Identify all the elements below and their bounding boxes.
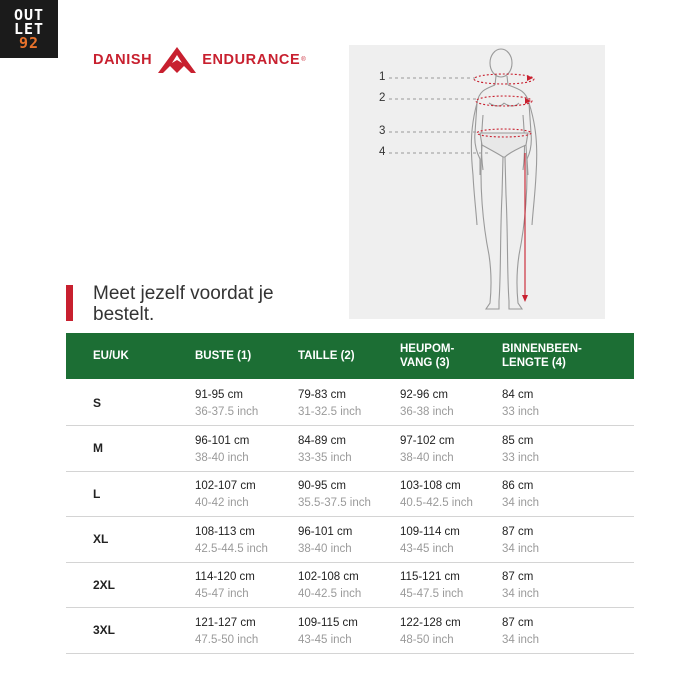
heupomvang-cell <box>400 615 461 649</box>
size-label: M <box>93 441 103 455</box>
measurement-figure <box>349 45 605 319</box>
value-inch: 43-45 inch <box>298 633 352 646</box>
outlet92-logo <box>0 0 58 58</box>
value-cm: 84-89 cm <box>298 434 346 447</box>
outlet-badge-line1: OUT <box>13 6 45 24</box>
size-label: XL <box>93 532 109 546</box>
value-inch: 35.5-37.5 inch <box>298 497 371 509</box>
size-table-header <box>66 333 634 379</box>
value-cm: 103-108 cm <box>400 480 461 492</box>
measure-label-1: 1 <box>379 71 386 83</box>
size-label: L <box>93 486 101 501</box>
size-label: 3XL <box>93 623 116 637</box>
value-inch: 42.5-44.5 inch <box>195 542 268 555</box>
value-cm: 91-95 cm <box>195 389 243 401</box>
value-cm: 87 cm <box>502 616 534 629</box>
measure-label-4: 4 <box>379 146 386 158</box>
outlet-badge-line2: LET <box>13 20 45 38</box>
registered-mark: ® <box>301 57 307 63</box>
value-inch: 45-47 inch <box>195 588 249 600</box>
value-inch: 48-50 inch <box>400 633 454 646</box>
header-eu-uk: EU/UK <box>93 350 129 362</box>
table-row <box>66 562 634 608</box>
size-label: S <box>93 395 102 410</box>
value-cm: 79-83 cm <box>298 389 346 401</box>
heupomvang-cell <box>400 478 473 512</box>
value-cm: 92-96 cm <box>400 389 448 401</box>
value-inch: 40-42.5 inch <box>298 588 362 600</box>
taille-cell <box>298 524 352 558</box>
buste-cell <box>195 569 255 603</box>
value-inch: 33 inch <box>502 451 540 464</box>
value-inch: 36-37.5 inch <box>195 406 259 418</box>
value-inch: 34 inch <box>502 633 540 646</box>
value-inch: 40.5-42.5 inch <box>400 497 473 509</box>
binnenbeenlengte-cell <box>502 569 539 603</box>
heupomvang-cell <box>400 524 460 558</box>
table-row <box>66 608 634 654</box>
value-cm: 87 cm <box>502 571 534 583</box>
intro-text: Meet jezelf voordat je bestelt. <box>93 283 274 325</box>
value-cm: 108-113 cm <box>195 525 255 538</box>
value-inch: 34 inch <box>502 497 540 509</box>
table-row <box>66 380 634 426</box>
value-inch: 36-38 inch <box>400 406 454 418</box>
value-inch: 40-42 inch <box>195 497 249 509</box>
buste-cell <box>195 387 258 421</box>
value-inch: 43-45 inch <box>400 542 454 555</box>
body-silhouette-icon <box>349 45 605 319</box>
value-inch: 31-32.5 inch <box>298 406 362 418</box>
value-cm: 90-95 cm <box>298 480 346 492</box>
heupomvang-cell <box>400 569 463 603</box>
brand-mountain-icon <box>157 46 197 74</box>
header-taille: TAILLE (2) <box>298 350 355 362</box>
value-cm: 102-107 cm <box>195 480 256 492</box>
heupomvang-cell <box>400 387 454 421</box>
table-row <box>66 517 634 563</box>
value-cm: 114-120 cm <box>195 571 255 583</box>
outlet-badge-line3: 92 <box>18 34 40 52</box>
value-cm: 96-101 cm <box>298 525 353 538</box>
value-cm: 115-121 cm <box>400 571 460 583</box>
value-cm: 84 cm <box>502 389 534 401</box>
value-inch: 33 inch <box>502 406 540 418</box>
intro-accent-bar <box>66 285 73 321</box>
value-cm: 86 cm <box>502 480 534 492</box>
buste-cell <box>195 433 249 467</box>
table-row <box>66 426 634 472</box>
buste-cell <box>195 524 268 558</box>
brand-name-left: DANISH <box>93 52 153 68</box>
taille-cell <box>298 478 371 512</box>
value-cm: 109-114 cm <box>400 525 460 538</box>
buste-cell <box>195 478 256 512</box>
value-inch: 47.5-50 inch <box>195 633 259 646</box>
taille-cell <box>298 615 358 649</box>
value-inch: 38-40 inch <box>400 451 454 464</box>
value-cm: 121-127 cm <box>195 616 256 629</box>
taille-cell <box>298 433 352 467</box>
table-row <box>66 471 634 517</box>
value-cm: 87 cm <box>502 525 534 538</box>
value-cm: 122-128 cm <box>400 616 461 629</box>
binnenbeenlengte-cell <box>502 387 539 421</box>
header-buste: BUSTE (1) <box>195 350 252 362</box>
size-label: 2XL <box>93 577 116 592</box>
value-inch: 34 inch <box>502 588 540 600</box>
value-inch: 33-35 inch <box>298 451 352 464</box>
binnenbeenlengte-cell <box>502 478 539 512</box>
value-inch: 34 inch <box>502 542 540 555</box>
measure-label-3: 3 <box>379 125 386 137</box>
binnenbeenlengte-cell <box>502 615 539 649</box>
value-inch: 38-40 inch <box>298 542 352 555</box>
taille-cell <box>298 569 361 603</box>
value-inch: 45-47.5 inch <box>400 588 464 600</box>
brand-logo <box>93 44 306 76</box>
header-heupomvang: HEUPOM- VANG (3) <box>400 343 455 369</box>
value-cm: 85 cm <box>502 434 534 447</box>
header-binnenbeenlengte: BINNENBEEN- LENGTE (4) <box>502 343 582 369</box>
value-inch: 38-40 inch <box>195 451 249 464</box>
binnenbeenlengte-cell <box>502 524 539 558</box>
value-cm: 96-101 cm <box>195 434 250 447</box>
taille-cell <box>298 387 361 421</box>
brand-name-right: ENDURANCE <box>202 52 301 68</box>
measure-label-2: 2 <box>379 92 386 104</box>
buste-cell <box>195 615 258 649</box>
value-cm: 97-102 cm <box>400 434 455 447</box>
value-cm: 109-115 cm <box>298 616 358 629</box>
value-cm: 102-108 cm <box>298 571 359 583</box>
binnenbeenlengte-cell <box>502 433 539 467</box>
heupomvang-cell <box>400 433 454 467</box>
